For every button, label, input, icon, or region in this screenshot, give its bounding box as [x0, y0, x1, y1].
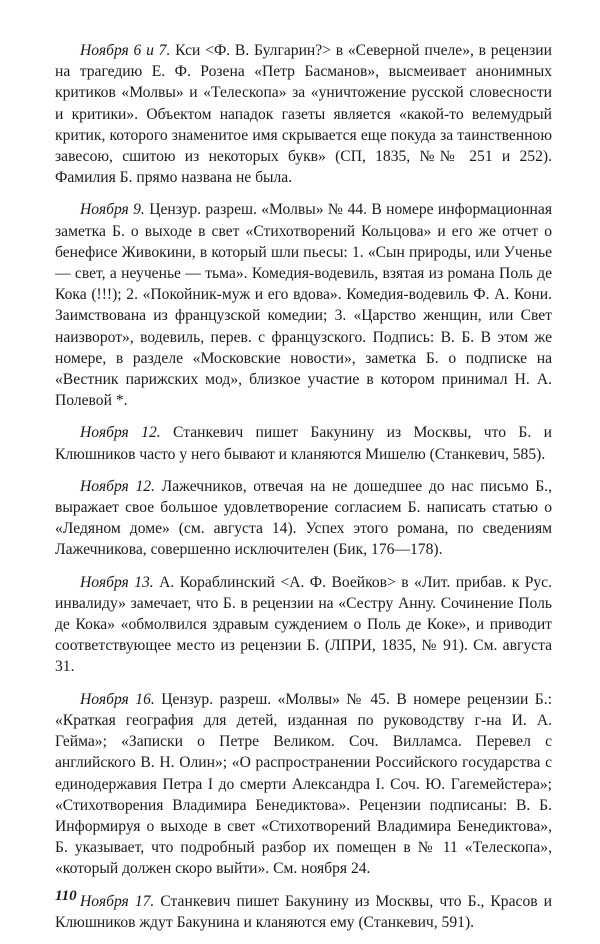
entry-text: Станкевич пишет Бакунину из Москвы, что Б., Красов и Клюшников ждут Бакунина и кланяются ему (Станкевич, 591).: [55, 892, 552, 931]
entry-date: Ноября 13.: [80, 573, 154, 591]
entry-text: Цензур. разреш. «Молвы» № 44. В номере информационная заметка Б. о выходе в свет «Стихотворений Кольцова» и его же отчет о бенефисе Живокини, в который шли пьесы: 1. «Сын природы, или Ученье — свет, а неученье — тьма». Комедия-водевиль, взятая из романа Поль де Кока (!!!); 2. «Покойник-муж и его вдова». Комедия-водевиль Ф. А. Кони. Заимствована из французской комедии; 3. «Царство женщин, или Свет наизворот», водевиль, перев. с французского. Подпись: В. Б. В этом же номере, в разделе «Московские новости», заметка Б. о подписке на «Вестник парижских мод», близкое участие в котором принимал Н. А. Полевой *.: [55, 201, 552, 410]
entry-text: Лажечников, отвечая на не дошедшее до нас письмо Б., выражает свое большое удовлетворение согласием Б. написать статью о «Ледяном доме» (см. августа 14). Успех этого романа, по сведениям Лажечникова, совершенно исключителен (Бик, 176—178).: [55, 477, 552, 559]
page-body: [55, 40, 552, 944]
chronicle-entry-nov-13: [55, 572, 552, 678]
entry-date: Ноября 17.: [80, 892, 155, 910]
entry-text: Станкевич пишет Бакунину из Москвы, что Б. и Клюшников часто у него бывают и кланяются Мишелю (Станкевич, 585).: [55, 424, 552, 463]
chronicle-entry-nov-12-stankevich: [55, 422, 552, 464]
chronicle-entry-nov-12-lazhechnikov: [55, 476, 552, 561]
page-number: 110: [55, 888, 77, 904]
entry-date: Ноября 6 и 7.: [80, 42, 171, 59]
entry-text: Кси <Ф. В. Булгарин?> в «Северной пчеле», в рецензии на трагедию Е. Ф. Розена «Петр Басманов», высмеивает анонимных критиков «Молвы» и «Телескопа» за «уничтожение русской словесности и критики». Объектом нападок газеты является «какой-то велемудрый критик, которого знаменитое имя скрывается еще покуда за таинственною завесою, сшитою из некоторых букв» (СП, 1835, №№ 251 и 252). Фамилия Б. прямо названа не была.: [55, 42, 552, 187]
chronicle-entry-nov-6-7: [55, 40, 552, 188]
entry-text: А. Кораблинский <А. Ф. Воейков> в «Лит. прибав. к Рус. инвалиду» замечает, что Б. в рецензии на «Сестру Анну. Сочинение Поль де Кока» «обмолвился здравым суждением о Поль де Коке», и приводит соответствующее место из рецензии Б. (ЛПРИ, 1835, № 91). См. августа 31.: [55, 573, 552, 676]
entry-date: Ноября 12.: [80, 424, 161, 442]
chronicle-entry-nov-17: [55, 891, 552, 933]
entry-date: Ноября 9.: [80, 201, 145, 219]
entry-text: Цензур. разреш. «Молвы» № 45. В номере рецензии Б.: «Краткая география для детей, изданная по руководству г-на И. А. Гейма»; «Записки о Петре Великом. Соч. Вилламса. Перевел с английского В. Н. Олин»; «О распространении Российского государства с единодержавия Петра I до смерти Александра I. Соч. Ю. Гагемейстера»; «Стихотворения Владимира Бенедиктова». Рецензии подписаны: В. Б. Информируя о выходе в свет «Стихотворений Владимира Бенедиктова», Б. указывает, что подробный разбор их помещен в № 11 «Телескопа», «который должен скоро выйти». См. ноября 24.: [55, 690, 552, 878]
chronicle-entry-nov-16: [55, 689, 552, 880]
entry-date: Ноября 12.: [80, 477, 155, 495]
chronicle-entry-nov-9: [55, 199, 552, 411]
entry-date: Ноября 16.: [80, 690, 155, 708]
